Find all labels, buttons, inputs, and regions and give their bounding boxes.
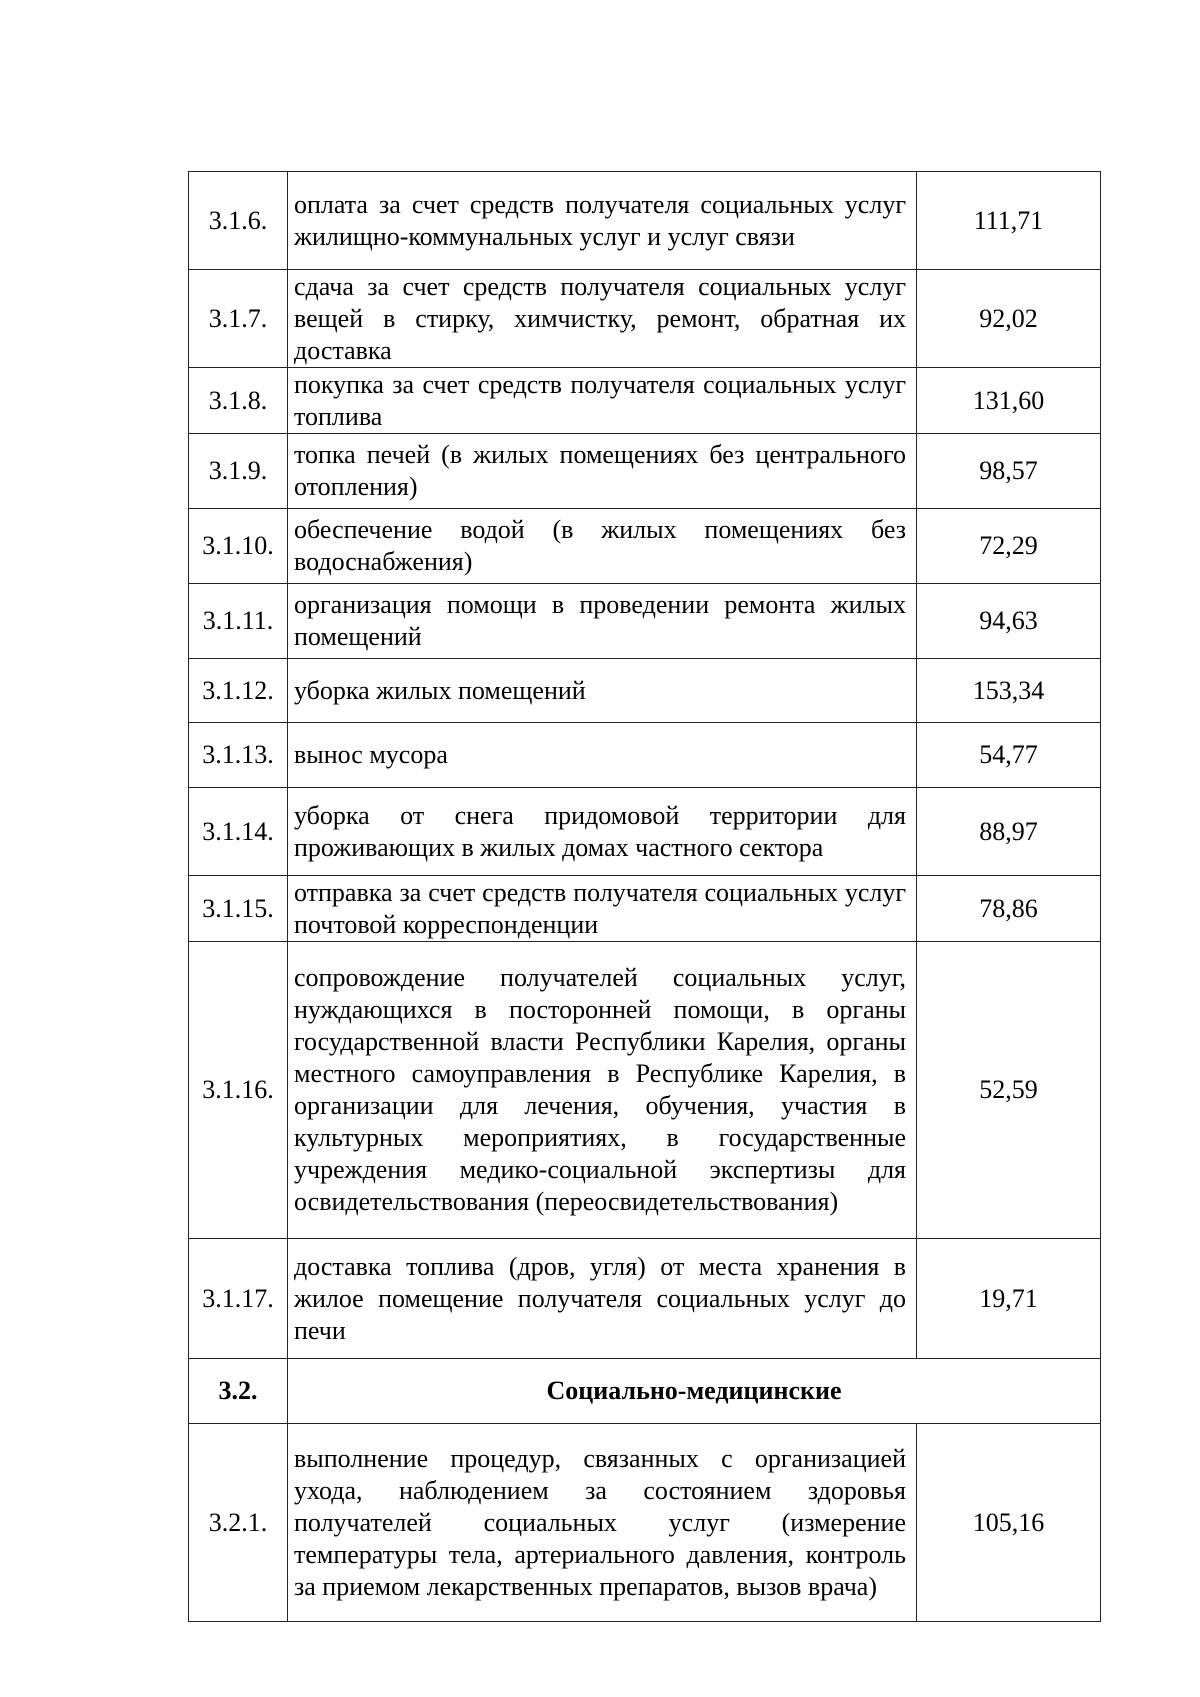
service-price: 98,57 bbox=[917, 434, 1101, 509]
service-price: 94,63 bbox=[917, 584, 1101, 659]
service-number: 3.1.16. bbox=[189, 942, 288, 1239]
table-row bbox=[189, 1239, 1101, 1359]
service-number: 3.1.8. bbox=[189, 368, 288, 434]
table-body bbox=[189, 172, 1101, 1622]
service-number: 3.1.6. bbox=[189, 172, 288, 270]
service-number: 3.1.10. bbox=[189, 509, 288, 584]
service-description: сдача за счет средств получателя социальных услуг вещей в стирку, химчистку, ремонт, обратная их доставка bbox=[288, 270, 917, 368]
service-description: доставка топлива (дров, угля) от места хранения в жилое помещение получателя социальных услуг до печи bbox=[288, 1239, 917, 1359]
service-price: 92,02 bbox=[917, 270, 1101, 368]
service-number: 3.1.7. bbox=[189, 270, 288, 368]
service-description: оплата за счет средств получателя социальных услуг жилищно-коммунальных услуг и услуг связи bbox=[288, 172, 917, 270]
service-description: покупка за счет средств получателя социальных услуг топлива bbox=[288, 368, 917, 434]
table-row bbox=[189, 1424, 1101, 1622]
service-description: отправка за счет средств получателя социальных услуг почтовой корреспонденции bbox=[288, 876, 917, 942]
service-description: уборка жилых помещений bbox=[288, 659, 917, 723]
service-description: обеспечение водой (в жилых помещениях без водоснабжения) bbox=[288, 509, 917, 584]
service-price: 153,34 bbox=[917, 659, 1101, 723]
service-price: 72,29 bbox=[917, 509, 1101, 584]
service-number: 3.1.13. bbox=[189, 723, 288, 788]
service-number: 3.1.14. bbox=[189, 788, 288, 876]
section-row bbox=[189, 1359, 1101, 1424]
table-row bbox=[189, 659, 1101, 723]
table-row bbox=[189, 584, 1101, 659]
service-price: 52,59 bbox=[917, 942, 1101, 1239]
table-row bbox=[189, 509, 1101, 584]
table-row bbox=[189, 788, 1101, 876]
service-number: 3.1.11. bbox=[189, 584, 288, 659]
service-description: топка печей (в жилых помещениях без центрального отопления) bbox=[288, 434, 917, 509]
table-row bbox=[189, 876, 1101, 942]
table-row bbox=[189, 942, 1101, 1239]
service-number: 3.1.9. bbox=[189, 434, 288, 509]
service-number: 3.1.12. bbox=[189, 659, 288, 723]
service-price: 19,71 bbox=[917, 1239, 1101, 1359]
section-number: 3.2. bbox=[189, 1359, 288, 1424]
table-row bbox=[189, 172, 1101, 270]
table-row bbox=[189, 434, 1101, 509]
service-number: 3.1.17. bbox=[189, 1239, 288, 1359]
service-number: 3.1.15. bbox=[189, 876, 288, 942]
service-description: сопровождение получателей социальных услуг, нуждающихся в посторонней помощи, в органы государственной власти Республики Карелия, органы местного самоуправления в Республике Карелия, в организации для лечения, обучения, участия в культурных мероприятиях, в государственные учреждения медико-социальной экспертизы для освидетельствования (переосвидетельствования) bbox=[288, 942, 917, 1239]
table-row bbox=[189, 368, 1101, 434]
service-description: выполнение процедур, связанных с организацией ухода, наблюдением за состоянием здоровья получателей социальных услуг (измерение температуры тела, артериального давления, контроль за приемом лекарственных препаратов, вызов врача) bbox=[288, 1424, 917, 1622]
table-row bbox=[189, 270, 1101, 368]
service-price: 88,97 bbox=[917, 788, 1101, 876]
table-row bbox=[189, 723, 1101, 788]
service-price: 105,16 bbox=[917, 1424, 1101, 1622]
service-description: вынос мусора bbox=[288, 723, 917, 788]
section-title: Социально-медицинские bbox=[288, 1359, 1101, 1424]
service-description: уборка от снега придомовой территории для проживающих в жилых домах частного сектора bbox=[288, 788, 917, 876]
service-price: 78,86 bbox=[917, 876, 1101, 942]
service-number: 3.2.1. bbox=[189, 1424, 288, 1622]
service-price: 54,77 bbox=[917, 723, 1101, 788]
services-price-table bbox=[188, 171, 1101, 1622]
service-price: 131,60 bbox=[917, 368, 1101, 434]
service-price: 111,71 bbox=[917, 172, 1101, 270]
service-description: организация помощи в проведении ремонта жилых помещений bbox=[288, 584, 917, 659]
